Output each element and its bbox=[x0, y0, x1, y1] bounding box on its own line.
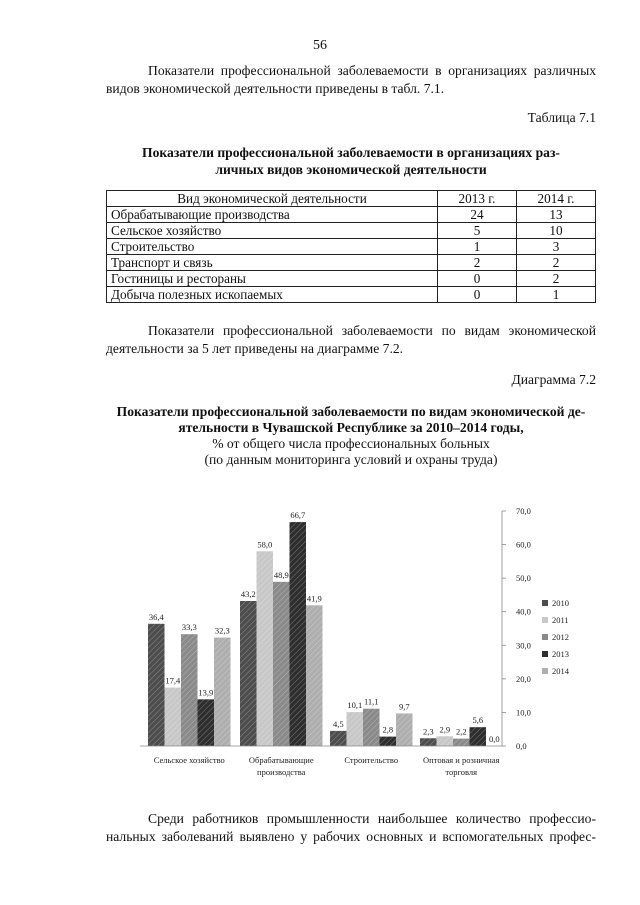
second-line-2: деятельности за 5 лет приведены на диаграмме 7.2. bbox=[106, 341, 404, 356]
legend-label: 2010 bbox=[552, 598, 569, 608]
page-number: 56 bbox=[313, 38, 327, 53]
bar-texture bbox=[363, 709, 380, 746]
table-row bbox=[107, 287, 596, 303]
bar-value-label: 66,7 bbox=[290, 510, 306, 521]
table-cell-2014: 13 bbox=[517, 207, 596, 223]
table-title-line-2: личных видов экономической деятельности bbox=[215, 162, 487, 177]
bar-texture bbox=[181, 634, 198, 746]
bar-texture bbox=[257, 551, 274, 746]
bar-value-label: 11,1 bbox=[363, 696, 379, 707]
bar-value-label: 48,9 bbox=[273, 569, 289, 580]
bar-texture bbox=[347, 712, 364, 746]
category-label: торговля bbox=[445, 767, 478, 777]
table-cell-2013: 24 bbox=[438, 207, 517, 223]
bar-texture bbox=[420, 738, 437, 746]
chart-bars bbox=[140, 510, 502, 746]
table-header-activity: Вид экономической деятельности bbox=[107, 191, 438, 207]
legend-swatch bbox=[542, 668, 548, 674]
bar-texture bbox=[437, 736, 454, 746]
bar-value-label: 4,5 bbox=[332, 718, 344, 729]
diagram-title-line-1: Показатели профессиональной заболеваемости по видам экономической де- bbox=[116, 404, 586, 419]
table-cell-2013: 2 bbox=[438, 255, 517, 271]
table-cell-2014: 1 bbox=[517, 287, 596, 303]
table-cell-activity: Гостиницы и рестораны bbox=[107, 271, 438, 287]
bar-value-label: 13,9 bbox=[198, 687, 214, 698]
bar-value-label: 5,6 bbox=[472, 715, 484, 726]
closing-paragraph bbox=[106, 810, 596, 846]
bar-texture bbox=[214, 638, 231, 746]
table-cell-activity: Обрабатывающие производства bbox=[107, 207, 438, 223]
y-tick-label: 60,0 bbox=[516, 539, 531, 550]
chart-category-labels bbox=[154, 755, 500, 777]
y-tick-label: 0,0 bbox=[516, 741, 527, 751]
bar-value-label: 58,0 bbox=[257, 539, 273, 550]
second-line-1: Показатели профессиональной заболеваемости по видам экономической bbox=[148, 323, 596, 338]
table-title bbox=[106, 144, 596, 178]
table-label: Таблица 7.1 bbox=[527, 110, 596, 125]
table-row bbox=[107, 239, 596, 255]
bar-value-label: 32,3 bbox=[214, 625, 230, 636]
legend-label: 2011 bbox=[552, 615, 569, 625]
bar-texture bbox=[380, 737, 397, 746]
legend-swatch bbox=[542, 600, 548, 606]
table-row bbox=[107, 255, 596, 271]
diagram-title bbox=[106, 404, 596, 468]
table-row bbox=[107, 223, 596, 239]
diagram-subtitle-line-1: % от общего числа профессиональных больных bbox=[212, 436, 490, 451]
bar-value-label: 43,2 bbox=[240, 588, 256, 599]
table-cell-2014: 2 bbox=[517, 271, 596, 287]
bar-value-label: 36,4 bbox=[148, 611, 164, 622]
diagram-label: Диаграмма 7.2 bbox=[511, 372, 596, 387]
category-label: Оптовая и розничная bbox=[423, 755, 500, 765]
legend-swatch bbox=[542, 651, 548, 657]
y-tick-label: 50,0 bbox=[516, 573, 531, 584]
legend-label: 2014 bbox=[552, 666, 569, 676]
legend-label: 2012 bbox=[552, 632, 569, 642]
closing-line-1: Среди работников промышленности наибольшее количество профессио- bbox=[148, 811, 596, 826]
intro-line-1: Показатели профессиональной заболеваемости в организациях различных bbox=[148, 63, 596, 78]
table-cell-2013: 0 bbox=[438, 271, 517, 287]
legend-label: 2013 bbox=[552, 649, 569, 659]
table-cell-2013: 0 bbox=[438, 287, 517, 303]
bar-value-label: 2,8 bbox=[382, 724, 394, 735]
table-cell-activity: Сельское хозяйство bbox=[107, 223, 438, 239]
table-row bbox=[107, 271, 596, 287]
table-header-row bbox=[107, 191, 596, 207]
bar-texture bbox=[330, 731, 347, 746]
bar-value-label: 0,0 bbox=[488, 734, 500, 744]
table-cell-2014: 2 bbox=[517, 255, 596, 271]
bar-texture bbox=[290, 522, 307, 746]
bar-value-label: 2,3 bbox=[422, 726, 434, 737]
bar-value-label: 2,2 bbox=[455, 726, 467, 737]
table-cell-2013: 5 bbox=[438, 223, 517, 239]
bar-texture bbox=[198, 699, 215, 746]
second-paragraph bbox=[106, 322, 596, 358]
y-tick-label: 20,0 bbox=[516, 673, 531, 684]
data-table bbox=[106, 190, 596, 303]
table-header-2014: 2014 г. bbox=[517, 191, 596, 207]
table-cell-activity: Добыча полезных ископаемых bbox=[107, 287, 438, 303]
table-row bbox=[107, 207, 596, 223]
bar-texture bbox=[306, 605, 323, 746]
category-label: производства bbox=[257, 767, 306, 777]
bar-texture bbox=[148, 624, 165, 746]
category-label: Строительство bbox=[344, 755, 399, 765]
bar-texture bbox=[273, 582, 290, 746]
bar-value-label: 2,9 bbox=[439, 724, 451, 735]
bar-chart bbox=[130, 496, 570, 796]
table-cell-activity: Транспорт и связь bbox=[107, 255, 438, 271]
table-header-2013: 2013 г. bbox=[438, 191, 517, 207]
y-tick-label: 40,0 bbox=[516, 606, 531, 617]
bar-value-label: 41,9 bbox=[306, 593, 322, 604]
table-cell-2014: 10 bbox=[517, 223, 596, 239]
category-label: Обрабатывающие bbox=[248, 755, 314, 765]
category-label: Сельское хозяйство bbox=[153, 755, 225, 765]
closing-line-2: нальных заболеваний выявлено у рабочих основных и вспомогательных профес- bbox=[106, 829, 596, 844]
bar-texture bbox=[240, 601, 257, 746]
y-tick-label: 30,0 bbox=[516, 640, 531, 651]
bar-value-label: 9,7 bbox=[398, 701, 410, 712]
table-title-line-1: Показатели профессиональной заболеваемости в организациях раз- bbox=[142, 145, 560, 160]
bar-texture bbox=[453, 739, 470, 746]
table-cell-2014: 3 bbox=[517, 239, 596, 255]
chart-y-axis bbox=[502, 506, 531, 751]
bar-value-label: 17,4 bbox=[165, 675, 181, 686]
y-tick-label: 70,0 bbox=[516, 506, 531, 516]
intro-line-2: видов экономической деятельности приведены в табл. 7.1. bbox=[106, 81, 445, 96]
bar-texture bbox=[470, 727, 487, 746]
intro-paragraph bbox=[106, 62, 596, 98]
chart-legend bbox=[542, 598, 570, 676]
table-cell-2013: 1 bbox=[438, 239, 517, 255]
table-cell-activity: Строительство bbox=[107, 239, 438, 255]
y-tick-label: 10,0 bbox=[516, 707, 531, 718]
legend-swatch bbox=[542, 634, 548, 640]
bar-texture bbox=[165, 688, 182, 746]
diagram-subtitle-line-2: (по данным мониторинга условий и охраны труда) bbox=[204, 452, 498, 467]
bar-texture bbox=[396, 713, 413, 746]
legend-swatch bbox=[542, 617, 548, 623]
bar-value-label: 33,3 bbox=[181, 622, 197, 633]
diagram-title-line-2: ятельности в Чувашской Республике за 2010–2014 годы, bbox=[178, 420, 524, 435]
bar-value-label: 10,1 bbox=[347, 700, 363, 711]
